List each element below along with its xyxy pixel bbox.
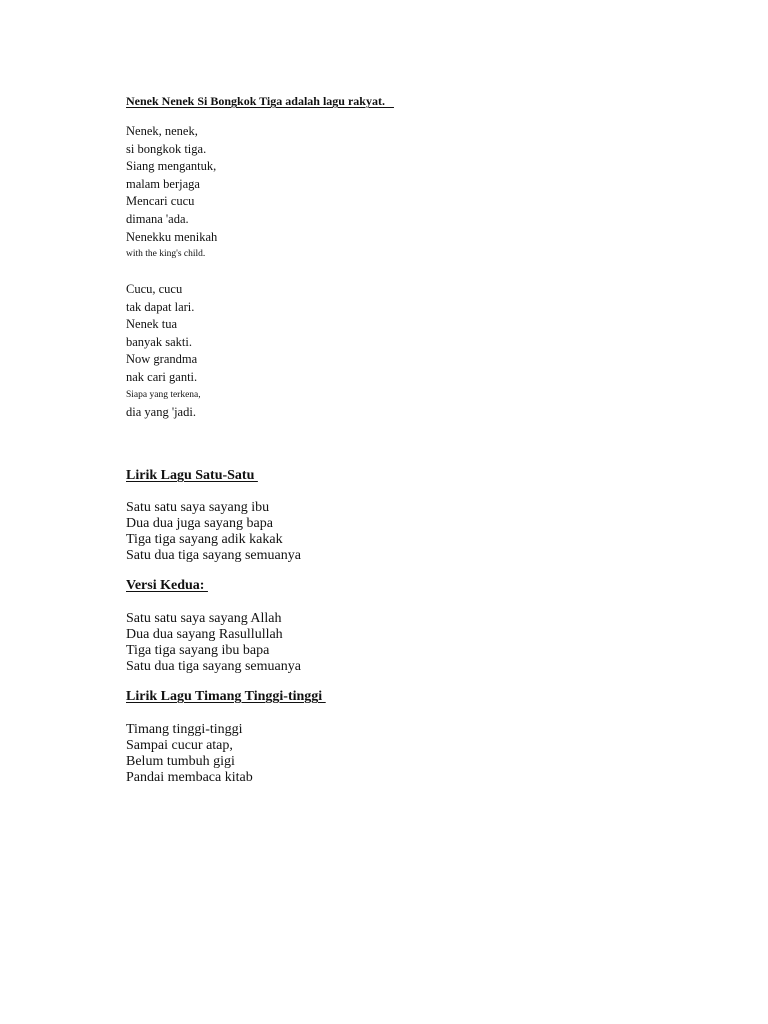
lyric-line: dimana 'ada.	[126, 211, 189, 226]
lyric-line: Belum tumbuh gigi	[126, 754, 235, 769]
lyric-line: Pandai membaca kitab	[126, 770, 253, 785]
lyric-line: Nenekku menikah	[126, 229, 218, 244]
lyric-line: Siapa yang terkena,	[126, 389, 201, 400]
lyric-line: Nenek tua	[126, 317, 178, 332]
song1-verse2	[126, 281, 201, 422]
lyric-line: Sampai cucur atap,	[126, 738, 233, 753]
lyric-line: dia yang 'jadi.	[126, 405, 196, 420]
lyric-line: Timang tinggi-tinggi	[126, 722, 243, 737]
lyric-line: Siang mengantuk,	[126, 159, 217, 174]
lyric-line: Dua dua juga sayang bapa	[126, 516, 273, 531]
lyric-line: Satu satu saya sayang Allah	[126, 611, 282, 626]
song2-lyrics	[126, 500, 301, 564]
lyric-line: Nenek, nenek,	[126, 124, 198, 138]
lyric-line: Satu satu saya sayang ibu	[126, 500, 270, 515]
lyric-line: Mencari cucu	[126, 194, 195, 209]
lyric-line: tak dapat lari.	[126, 299, 195, 314]
lyric-line: with the king's child.	[126, 249, 206, 260]
song1-verse1	[126, 123, 217, 264]
song2-version2-lyrics	[126, 611, 301, 675]
lyric-line: Now grandma	[126, 352, 198, 367]
lyric-line: Satu dua tiga sayang semuanya	[126, 659, 301, 674]
lyric-line: Tiga tiga sayang ibu bapa	[126, 643, 270, 658]
lyric-line: malam berjaga	[126, 176, 200, 191]
song2-title: Lirik Lagu Satu-Satu	[126, 468, 258, 483]
lyric-line: si bongkok tiga.	[126, 141, 207, 156]
lyric-line: Cucu, cucu	[126, 282, 183, 296]
lyric-line: nak cari ganti.	[126, 369, 198, 384]
lyric-line: Satu dua tiga sayang semuanya	[126, 548, 301, 563]
song2-version2-title: Versi Kedua:	[126, 578, 208, 593]
song1-title: Nenek Nenek Si Bongkok Tiga adalah lagu rakyat.	[126, 94, 394, 108]
lyric-line: Dua dua sayang Rasullullah	[126, 627, 283, 642]
song3-title: Lirik Lagu Timang Tinggi-tinggi	[126, 689, 326, 704]
lyric-line: banyak sakti.	[126, 334, 192, 349]
song3-lyrics	[126, 722, 253, 786]
lyric-line: Tiga tiga sayang adik kakak	[126, 532, 283, 547]
